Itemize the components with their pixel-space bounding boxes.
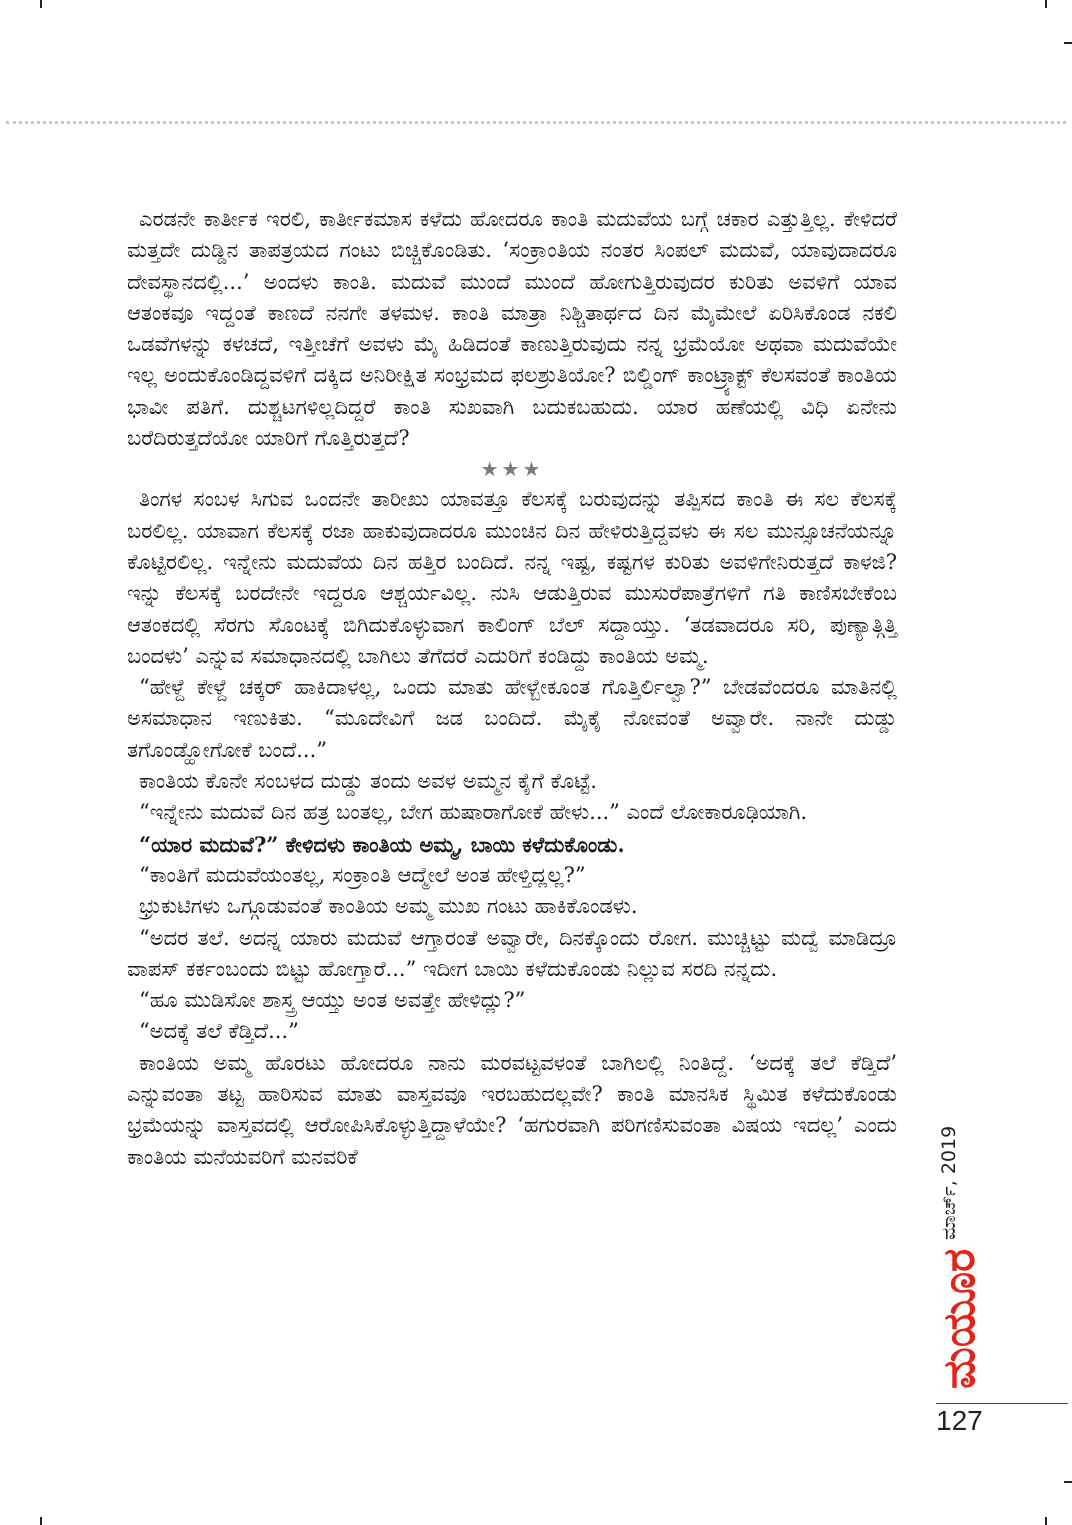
magazine-logo: ಮಯೂರ (934, 1248, 985, 1390)
crop-mark-right-upper (1064, 42, 1072, 44)
paragraph: ಎರಡನೇ ಕಾರ್ತೀಕ ಇರಲಿ, ಕಾರ್ತೀಕಮಾಸ ಕಳೆದು ಹೋದರೂ ಕಾಂತಿ ಮದುವೆಯ ಬಗ್ಗೆ ಚಕಾರ ಎತ್ತುತ್ತಿಲ್ಲ. ಕೇಳಿದರೆ ಮತ್ತದೇ ದುಡ್ಡಿನ ತಾಪತ್ರಯದ ಗಂಟು ಬಿಚ್ಚಿಕೊಂಡಿತು. ‘ಸಂಕ್ರಾಂತಿಯ ನಂತರ ಸಿಂಪಲ್ ಮದುವೆ, ಯಾವುದಾದರೂ ದೇವಸ್ಥಾನದಲ್ಲಿ...’ ಅಂದಳು ಕಾಂತಿ. ಮದುವೆ ಮುಂದೆ ಮುಂದೆ ಹೋಗುತ್ತಿರುವುದರ ಕುರಿತು ಅವಳಿಗೆ ಯಾವ ಆತಂಕವೂ ಇದ್ದಂತೆ ಕಾಣದೆ ನನಗೇ ತಳಮಳ. ಕಾಂತಿ ಮಾತ್ರಾ ನಿಶ್ಚಿತಾರ್ಥದ ದಿನ ಮೈಮೇಲೆ ಏರಿಸಿಕೊಂಡ ನಕಲಿ ಒಡವೆಗಳನ್ನು ಕಳಚದೆ, ಇತ್ತೀಚೆಗೆ ಅವಳು ಮೈ ಹಿಡಿದಂತೆ ಕಾಣುತ್ತಿರುವುದು ನನ್ನ ಭ್ರಮೆಯೋ ಅಥವಾ ಮದುವೆಯೇ ಇಲ್ಲ ಅಂದುಕೊಂಡಿದ್ದವಳಿಗೆ ದಕ್ಕಿದ ಅನಿರೀಕ್ಷಿತ ಸಂಭ್ರಮದ ಫಲಶ್ರುತಿಯೋ? ಬಿಲ್ಡಿಂಗ್ ಕಾಂಟ್ರ್ಯಾಕ್ಟ್ ಕೆಲಸವಂತೆ ಕಾಂತಿಯ ಭಾವೀ ಪತಿಗೆ. ದುಶ್ಚಟಗಳಿಲ್ಲದಿದ್ದರೆ ಕಾಂತಿ ಸುಖವಾಗಿ ಬದುಕಬಹುದು. ಯಾರ ಹಣೆಯಲ್ಲಿ ವಿಧಿ ಏನೇನು ಬರೆದಿರುತ್ತದೆಯೋ ಯಾರಿಗೆ ಗೊತ್ತಿರುತ್ತದೆ? (127, 207, 898, 451)
issue-date: ಮಾರ್ಚ್, 2019 (938, 1125, 960, 1240)
section-separator: ★★★ (480, 457, 544, 482)
paragraph: “ಕಾಂತಿಗೆ ಮದುವೆಯಂತಲ್ಲ, ಸಂಕ್ರಾಂತಿ ಆದ್ಮೇಲೆ ಅಂತ ಹೇಳ್ತಿದ್ಲಲ್ಲ?” (139, 862, 586, 887)
paragraph: ಕಾಂತಿಯ ಅಮ್ಮ ಹೊರಟು ಹೋದರೂ ನಾನು ಮರವಟ್ಟವಳಂತೆ ಬಾಗಿಲಲ್ಲಿ ನಿಂತಿದ್ದೆ. ‘ಅದಕ್ಕೆ ತಲೆ ಕೆಡ್ತಿದೆ’ ಎನ್ನುವಂತಾ ತಟ್ಟ ಹಾರಿಸುವ ಮಾತು ವಾಸ್ತವವೂ ಇರಬಹುದಲ್ಲವೇ? ಕಾಂತಿ ಮಾನಸಿಕ ಸ್ಥಿಮಿತ ಕಳೆದುಕೊಂಡು ಭ್ರಮೆಯನ್ನು ವಾಸ್ತವದಲ್ಲಿ ಆರೋಪಿಸಿಕೊಳ್ಳುತ್ತಿದ್ದಾಳೆಯೇ? ‘ಹಗುರವಾಗಿ ಪರಿಗಣಿಸುವಂತಾ ವಿಷಯ ಇದಲ್ಲ’ ಎಂದು ಕಾಂತಿಯ ಮನೆಯವರಿಗೆ ಮನವರಿಕೆ (127, 1050, 897, 1169)
paragraph: ತಿಂಗಳ ಸಂಬಳ ಸಿಗುವ ಒಂದನೇ ತಾರೀಖು ಯಾವತ್ತೂ ಕೆಲಸಕ್ಕೆ ಬರುವುದನ್ನು ತಪ್ಪಿಸದ ಕಾಂತಿ ಈ ಸಲ ಕೆಲಸಕ್ಕೆ ಬರಲಿಲ್ಲ. ಯಾವಾಗ ಕೆಲಸಕ್ಕೆ ರಜಾ ಹಾಕುವುದಾದರೂ ಮುಂಚಿನ ದಿನ ಹೇಳಿರುತ್ತಿದ್ದವಳು ಈ ಸಲ ಮುನ್ಸೂಚನೆಯನ್ನೂ ಕೊಟ್ಟಿರಲಿಲ್ಲ. ಇನ್ನೇನು ಮದುವೆಯ ದಿನ ಹತ್ತಿರ ಬಂದಿದೆ. ನನ್ನ ಇಷ್ಟ, ಕಷ್ಟಗಳ ಕುರಿತು ಅವಳಿಗೇನಿರುತ್ತದೆ ಕಾಳಜಿ? ಇನ್ನು ಕೆಲಸಕ್ಕೆ ಬರದೇನೇ ಇದ್ದರೂ ಆಶ್ಚರ್ಯವಿಲ್ಲ. ನುಸಿ ಆಡುತ್ತಿರುವ ಮುಸುರೆಪಾತ್ರೆಗಳಿಗೆ ಗತಿ ಕಾಣಿಸಬೇಕೆಂಬ ಆತಂಕದಲ್ಲಿ ಸೆರಗು ಸೊಂಟಕ್ಕೆ ಬಿಗಿದುಕೊಳ್ಳುವಾಗ ಕಾಲಿಂಗ್ ಬೆಲ್ ಸದ್ದಾಯ್ತು. ‘ತಡವಾದರೂ ಸರಿ, ಪುಣ್ಯಾತ್ಗಿತ್ತಿ ಬಂದಳು’ ಎನ್ನುವ ಸಮಾಧಾನದಲ್ಲಿ ಬಾಗಿಲು ತೆಗೆದರೆ ಎದುರಿಗೆ ಕಂಡಿದ್ದು ಕಾಂತಿಯ ಅಮ್ಮ. (127, 487, 897, 668)
paragraph: “ಇನ್ನೇನು ಮದುವೆ ದಿನ ಹತ್ರ ಬಂತಲ್ಲ, ಬೇಗ ಹುಷಾರಾಗೋಕೆ ಹೇಳು...” ಎಂದೆ ಲೋಕಾರೂಢಿಯಾಗಿ. (139, 800, 808, 825)
paragraph: “ಹೇಳ್ದೆ ಕೇಳ್ದೆ ಚಕ್ಕರ್ ಹಾಕಿದಾಳಲ್ಲ, ಒಂದು ಮಾತು ಹೇಳ್ಬೇಕೂಂತ ಗೊತ್ತಿರ್ಲಿಲ್ವಾ?” ಬೇಡವೆಂದರೂ ಮಾತಿನಲ್ಲಿ ಅಸಮಾಧಾನ ಇಣುಕಿತು. “ಮೂದೇವಿಗೆ ಜಡ ಬಂದಿದೆ. ಮೈಕೈ ನೋವಂತೆ ಅವ್ವಾರೇ. ನಾನೇ ದುಡ್ಡು ತಗೊಂಡ್ಹೋಗೋಕೆ ಬಂದೆ...” (127, 675, 897, 762)
page-number: 127 (936, 1405, 983, 1436)
crop-mark-top-right (1045, 0, 1047, 8)
crop-mark-bottom-left (40, 1517, 42, 1525)
paragraph: ಕಾಂತಿಯ ಕೊನೇ ಸಂಬಳದ ದುಡ್ಡು ತಂದು ಅವಳ ಅಮ್ಮನ ಕೈಗೆ ಕೊಟ್ಟೆ. (139, 769, 597, 794)
article-body (127, 204, 897, 1173)
crop-mark-bottom-right (1045, 1517, 1047, 1525)
paragraph: “ಅದರ ತಲೆ. ಅದನ್ನ ಯಾರು ಮದುವೆ ಆಗ್ತಾರಂತೆ ಅವ್ವಾರೇ, ದಿನಕ್ಕೊಂದು ರೋಗ. ಮುಚ್ಚಿಟ್ಟು ಮದ್ವೆ ಮಾಡಿದ್ರೂ ವಾಪಸ್ ಕರ್ಕಂಬಂದು ಬಿಟ್ಟು ಹೋಗ್ತಾರೆ...” ಇದೀಗ ಬಾಯಿ ಕಳೆದುಕೊಂಡು ನಿಲ್ಲುವ ಸರದಿ ನನ್ನದು. (127, 925, 897, 981)
paragraph: “ಅದಕ್ಕೆ ತಲೆ ಕೆಡ್ತಿದೆ...” (139, 1019, 299, 1044)
footer-rule (936, 1403, 1068, 1404)
paragraph: “ಹೂ ಮುಡಿಸೋ ಶಾಸ್ತ್ರ ಆಯ್ತು ಅಂತ ಅವತ್ತೇ ಹೇಳಿದ್ಲು?” (139, 988, 526, 1013)
header-dotted-rule (6, 121, 1066, 124)
paragraph: “ಯಾರ ಮದುವೆ?” ಕೇಳಿದಳು ಕಾಂತಿಯ ಅಮ್ಮ, ಬಾಯಿ ಕಳೆದುಕೊಂಡು. (139, 831, 625, 857)
crop-mark-top-left (40, 0, 42, 8)
crop-mark-right-lower (1064, 1481, 1072, 1483)
paragraph: ಭ್ರುಕುಟಿಗಳು ಒಗ್ಗೂಡುವಂತೆ ಕಾಂತಿಯ ಅಮ್ಮ ಮುಖ ಗಂಟು ಹಾಕಿಕೊಂಡಳು. (139, 894, 638, 919)
